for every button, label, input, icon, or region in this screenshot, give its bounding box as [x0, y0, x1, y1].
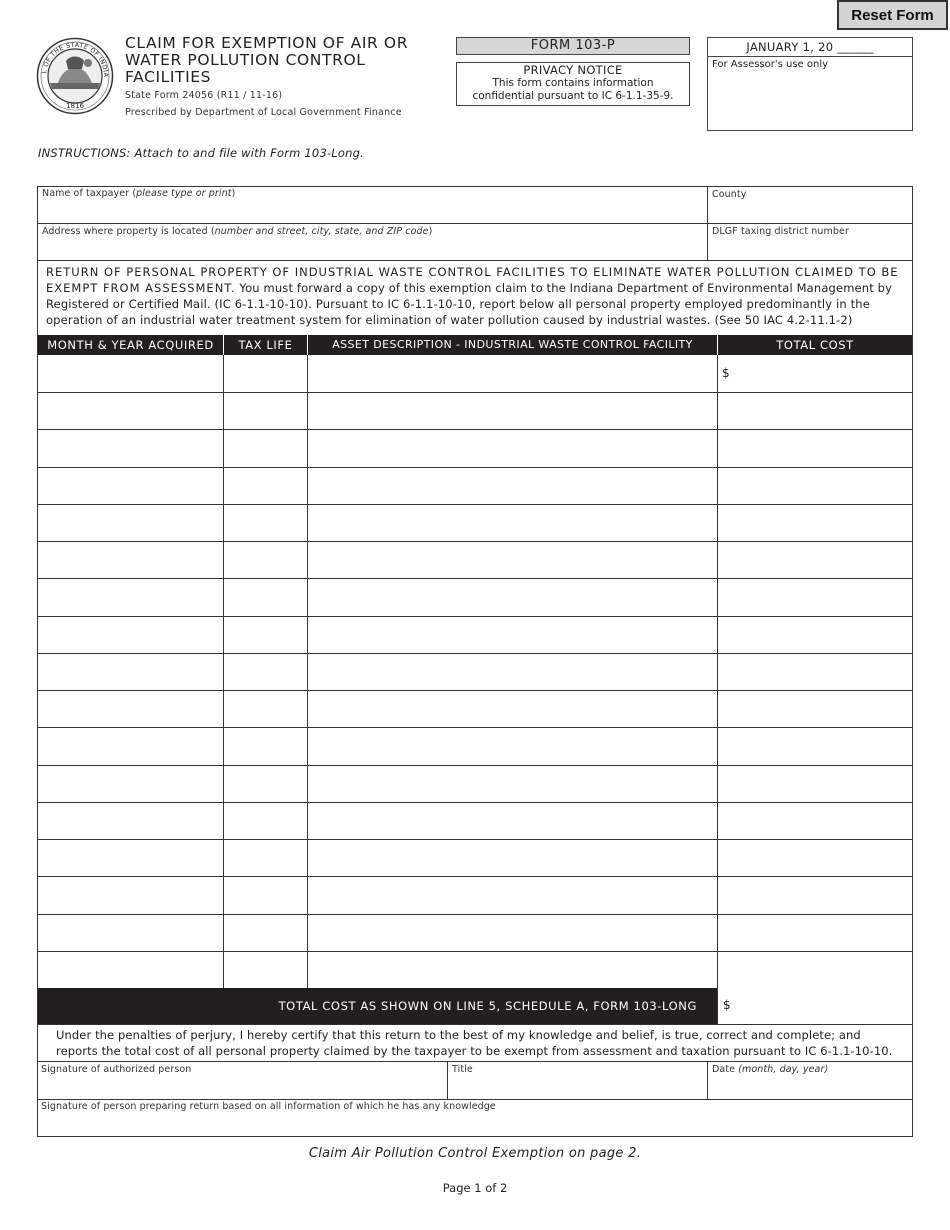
column-header-tax-life: TAX LIFE [238, 338, 293, 352]
tax-life-input[interactable] [224, 393, 307, 429]
month-year-input[interactable] [38, 356, 223, 392]
row-divider [37, 504, 913, 505]
assessment-date-field[interactable]: JANUARY 1, 20 ______ [708, 38, 912, 57]
divider [37, 1024, 913, 1025]
seal-year: 1816 [66, 102, 84, 110]
divider [307, 335, 308, 355]
signature-authorized-field[interactable] [38, 1076, 446, 1098]
month-year-input[interactable] [38, 915, 223, 951]
asset-description-input[interactable] [308, 542, 717, 578]
divider [37, 260, 913, 261]
row-divider [37, 467, 913, 468]
total-cost-input[interactable] [718, 877, 912, 913]
county-label: County [712, 189, 747, 200]
month-year-input[interactable] [38, 803, 223, 839]
asset-description-input[interactable] [308, 430, 717, 466]
row-divider [37, 690, 913, 691]
row-divider [37, 578, 913, 579]
title-input[interactable] [448, 1076, 706, 1098]
total-cost-input[interactable] [718, 468, 912, 504]
row-divider [37, 429, 913, 430]
taxing-district-label: DLGF taxing district number [712, 226, 849, 237]
month-year-input[interactable] [38, 654, 223, 690]
certification-statement: Under the penalties of perjury, I hereby certify that this return to the best of my knowledge and belief, is true, correct and complete; and reports the total cost of all personal property claimed by the taxpayer to be exempt from assessment and taxation pursuant to IC 6-1.1-10-10. [56, 1028, 893, 1058]
tax-life-input[interactable] [224, 505, 307, 541]
row-divider [37, 914, 913, 915]
total-cost-input[interactable] [718, 654, 912, 690]
total-cost-input[interactable] [718, 393, 912, 429]
tax-life-input[interactable] [224, 617, 307, 653]
row-divider [37, 616, 913, 617]
total-cost-input[interactable] [718, 356, 912, 392]
tax-life-input[interactable] [224, 356, 307, 392]
form-title: CLAIM FOR EXEMPTION OF AIR OR WATER POLLUTION CONTROL FACILITIES [125, 34, 409, 86]
row-divider [37, 541, 913, 542]
divider [37, 1099, 913, 1100]
month-year-input[interactable] [38, 691, 223, 727]
column-divider [717, 355, 718, 988]
total-cost-currency: $ [723, 998, 731, 1012]
tax-life-input[interactable] [224, 877, 307, 913]
month-year-input[interactable] [38, 505, 223, 541]
first-row-currency: $ [722, 366, 730, 380]
tax-life-input[interactable] [224, 542, 307, 578]
preparer-signature-field[interactable] [38, 1113, 912, 1136]
taxing-district-input[interactable] [708, 238, 912, 259]
form-id-box: FORM 103-P [456, 37, 690, 55]
asset-description-input[interactable] [308, 840, 717, 876]
assessor-use-label: For Assessor's use only [712, 59, 829, 70]
row-divider [37, 765, 913, 766]
tax-life-input[interactable] [224, 430, 307, 466]
total-cost-input[interactable] [718, 952, 912, 988]
total-cost-input[interactable] [718, 505, 912, 541]
asset-description-input[interactable] [308, 691, 717, 727]
divider [717, 335, 718, 355]
total-cost-input[interactable] [718, 542, 912, 578]
row-divider [37, 839, 913, 840]
month-year-input[interactable] [38, 393, 223, 429]
indiana-state-seal [36, 37, 114, 115]
state-form-number: State Form 24056 (R11 / 11-16) [125, 90, 283, 101]
assessor-box [707, 37, 913, 131]
tax-life-input[interactable] [224, 691, 307, 727]
column-header-total-cost: TOTAL COST [776, 338, 854, 352]
total-cost-input[interactable] [718, 728, 912, 764]
total-cost-input[interactable] [718, 617, 912, 653]
total-cost-input[interactable] [718, 430, 912, 466]
address-input[interactable] [38, 238, 706, 259]
privacy-heading: PRIVACY NOTICE [523, 63, 623, 77]
total-cost-input[interactable] [718, 766, 912, 802]
month-year-input[interactable] [38, 728, 223, 764]
page-number: Page 1 of 2 [442, 1181, 508, 1195]
total-cost-input[interactable] [735, 989, 912, 1023]
tax-life-input[interactable] [224, 803, 307, 839]
month-year-input[interactable] [38, 542, 223, 578]
column-divider [223, 355, 224, 988]
instructions: INSTRUCTIONS: Attach to and file with Form 103-Long. [38, 146, 364, 160]
asset-description-input[interactable] [308, 877, 717, 913]
address-label: Address where property is located (number and street, city, state, and ZIP code) [42, 226, 433, 237]
date-label: Date (month, day, year) [712, 1064, 829, 1075]
privacy-notice [456, 62, 690, 106]
reset-form-button[interactable]: Reset Form [837, 0, 948, 30]
month-year-input[interactable] [38, 840, 223, 876]
asset-description-input[interactable] [308, 505, 717, 541]
row-divider [37, 392, 913, 393]
tax-life-input[interactable] [224, 915, 307, 951]
tax-life-input[interactable] [224, 654, 307, 690]
tax-life-input[interactable] [224, 840, 307, 876]
total-cost-input[interactable] [718, 691, 912, 727]
row-divider [37, 951, 913, 952]
asset-description-input[interactable] [308, 356, 717, 392]
asset-description-input[interactable] [308, 654, 717, 690]
tax-life-input[interactable] [224, 579, 307, 615]
taxpayer-name-label: Name of taxpayer (please type or print) [42, 188, 236, 199]
asset-description-input[interactable] [308, 579, 717, 615]
seal-text: L OF THE STATE OF INDIA [41, 41, 110, 78]
month-year-input[interactable] [38, 468, 223, 504]
month-year-input[interactable] [38, 952, 223, 988]
column-divider [307, 355, 308, 988]
date-input[interactable] [708, 1076, 912, 1098]
title-label: Title [452, 1064, 473, 1075]
county-input[interactable] [708, 200, 912, 222]
column-header-asset-description: ASSET DESCRIPTION - INDUSTRIAL WASTE CONTROL FACILITY [332, 338, 693, 351]
month-year-input[interactable] [38, 430, 223, 466]
month-year-input[interactable] [38, 579, 223, 615]
month-year-input[interactable] [38, 766, 223, 802]
asset-description-input[interactable] [308, 915, 717, 951]
preparer-signature-label: Signature of person preparing return based on all information of which he has any knowledge [41, 1101, 496, 1112]
asset-description-input[interactable] [308, 728, 717, 764]
total-cost-label: TOTAL COST AS SHOWN ON LINE 5, SCHEDULE A, FORM 103-LONG [38, 988, 717, 1024]
page-2-note: Claim Air Pollution Control Exemption on page 2. [308, 1146, 642, 1161]
row-divider [37, 653, 913, 654]
asset-description-input[interactable] [308, 803, 717, 839]
taxpayer-name-input[interactable] [38, 200, 706, 222]
tax-life-input[interactable] [224, 766, 307, 802]
divider [37, 1061, 913, 1062]
asset-description-input[interactable] [308, 468, 717, 504]
asset-description-input[interactable] [308, 393, 717, 429]
tax-life-input[interactable] [224, 728, 307, 764]
tax-life-input[interactable] [224, 952, 307, 988]
signature-authorized-label: Signature of authorized person [41, 1064, 192, 1075]
total-cost-input[interactable] [718, 915, 912, 951]
divider [223, 335, 224, 355]
row-divider [37, 802, 913, 803]
month-year-input[interactable] [38, 877, 223, 913]
month-year-input[interactable] [38, 617, 223, 653]
total-cost-input[interactable] [718, 579, 912, 615]
asset-description-input[interactable] [308, 617, 717, 653]
prescribed-by: Prescribed by Department of Local Government Finance [125, 107, 402, 118]
total-cost-input[interactable] [718, 840, 912, 876]
row-divider [37, 727, 913, 728]
asset-description-input[interactable] [308, 766, 717, 802]
column-header-month-year: MONTH & YEAR ACQUIRED [47, 338, 214, 352]
privacy-line-1: This form contains information [492, 77, 654, 89]
total-cost-input[interactable] [718, 803, 912, 839]
tax-life-input[interactable] [224, 468, 307, 504]
asset-description-input[interactable] [308, 952, 717, 988]
column-divider [717, 988, 718, 1024]
return-instructions: RETURN OF PERSONAL PROPERTY OF INDUSTRIAL WASTE CONTROL FACILITIES TO ELIMINATE WATER POLLUTION CLAIMED TO BE EXEMPT FROM ASSESSMENT. You must forward a copy of this exemption claim to the Indiana Department of Environmental Management by Registered or Certified Mail. (IC 6-1.1-10-10). Pursuant to IC 6-1.1-10-10, report below all personal property employed predominantly in the operation of an industrial water treatment system for elimination of water pollution caused by industrial wastes. (See 50 IAC 4.2-11.1-2) [46, 265, 899, 327]
row-divider [37, 876, 913, 877]
privacy-line-2: confidential pursuant to IC 6-1.1-35-9. [472, 90, 674, 102]
divider [37, 223, 913, 224]
